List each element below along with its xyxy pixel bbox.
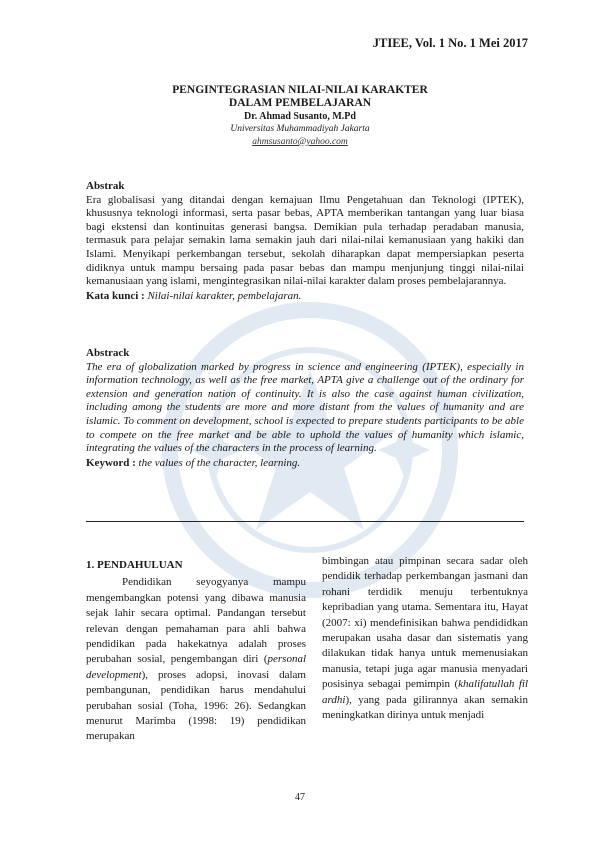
keywords-id-label: Kata kunci : [86, 289, 145, 302]
intro-paragraph-1: Pendidikan seyogyanya mampu mengembangkan potensi yang dibawa manusia sejak lahir secara optimal. Pandangan tersebut relevan dengan pemahaman para ahli bahwa pendidikan pada hakekatnya adalah proses perubahan sosial, pengembangan diri (personal development), proses adopsi, inovasi dalam pembangunan, pendidikan harus mendahului perubahan sosial (Toha, 1996: 26). Sedangkan menurut Marimba (1998: 19) pendidikan merupakan [86, 576, 306, 743]
paper-title-line-1: PENGINTEGRASIAN NILAI-NILAI KARAKTER [172, 84, 428, 96]
abstract-en-text: The era of globalization marked by progress in science and engineering (IPTEK), especially in information technology, as well as the free market, APTA give a challenge out of the ordinary for extension and generation nation of continuity. It is also the case against human civilization, including among the students are more and more distant from the values of humanity and are islamic. To comment on development, school is expected to prepare students participants to be able to compete on the free market and be able to uphold the values of humanity which islamic, integrating the values of the characters in the process of learning. [86, 360, 524, 455]
author-affiliation: Universitas Muhammadiyah Jakarta [230, 124, 370, 134]
section-divider [86, 521, 524, 522]
title-block [0, 84, 600, 149]
author-name: Dr. Ahmad Susanto, M.Pd [244, 111, 356, 122]
author-email-link[interactable]: ahmsusanto@yahoo.com [252, 137, 348, 147]
abstract-id-text: Era globalisasi yang ditandai dengan kemajuan Ilmu Pengetahuan dan Teknologi (IPTEK), khususnya teknologi informasi, serta pasar bebas, APTA memberikan tantangan yang luar biasa bagi ekstensi dan kontinuitas generasi bangsa. Demikian pula terhadap peradaban manusia, termasuk para pelajar semakin lama semakin jauh dari nilai-nilai kemanusiaan yang hakiki dan Islami. Menyikapi perkembangan tersebut, sekolah diharapkan dapat mempersiapkan peserta didiknya untuk mampu bersaing pada pasar bebas dan mampu menjunjung tinggi nilai-nilai kemanusiaan yang islami, mengintegrasikan nilai-nilai karakter dalam proses pembelajarannya. [86, 193, 524, 288]
keywords-en-text: the values of the character, learning. [138, 456, 301, 469]
keywords-en [86, 457, 524, 471]
abstract-indonesian [86, 180, 524, 303]
paper-title-line-2: DALAM PEMBELAJARAN [228, 97, 372, 109]
section-heading: 1. PENDAHULUAN [86, 559, 183, 571]
keywords-id-text: Nilai-nilai karakter, pembelajaran. [147, 289, 302, 302]
journal-header: JTIEE, Vol. 1 No. 1 Mei 2017 [372, 36, 528, 50]
body-column-right [322, 554, 528, 723]
page-number: 47 [295, 792, 305, 803]
abstract-id-heading: Abstrak [86, 180, 125, 192]
abstract-english [86, 347, 524, 470]
body-column-left [86, 558, 306, 745]
keywords-en-label: Keyword : [86, 456, 136, 469]
abstract-en-heading: Abstrack [86, 347, 130, 359]
intro-paragraph-continued: bimbingan atau pimpinan secara sadar oleh pendidik terhadap perkembangan jasmani dan rohani terdidik menuju terbentuknya kepribadian yang utama. Sementara itu, Hayat (2007: xi) mendefinisikan bahwa pendididkan merupakan usaha dasar dan sistematis yang dilakukan tidak hanya untuk memenusiakan manusia, tetapi juga agar manusia menyadari posisinya sebagai pemimpin (khalifatullah fil ardhi), yang pada gilirannya akan semakin meningkatkan dirinya untuk menjadi [322, 555, 529, 722]
keywords-id [86, 290, 524, 304]
